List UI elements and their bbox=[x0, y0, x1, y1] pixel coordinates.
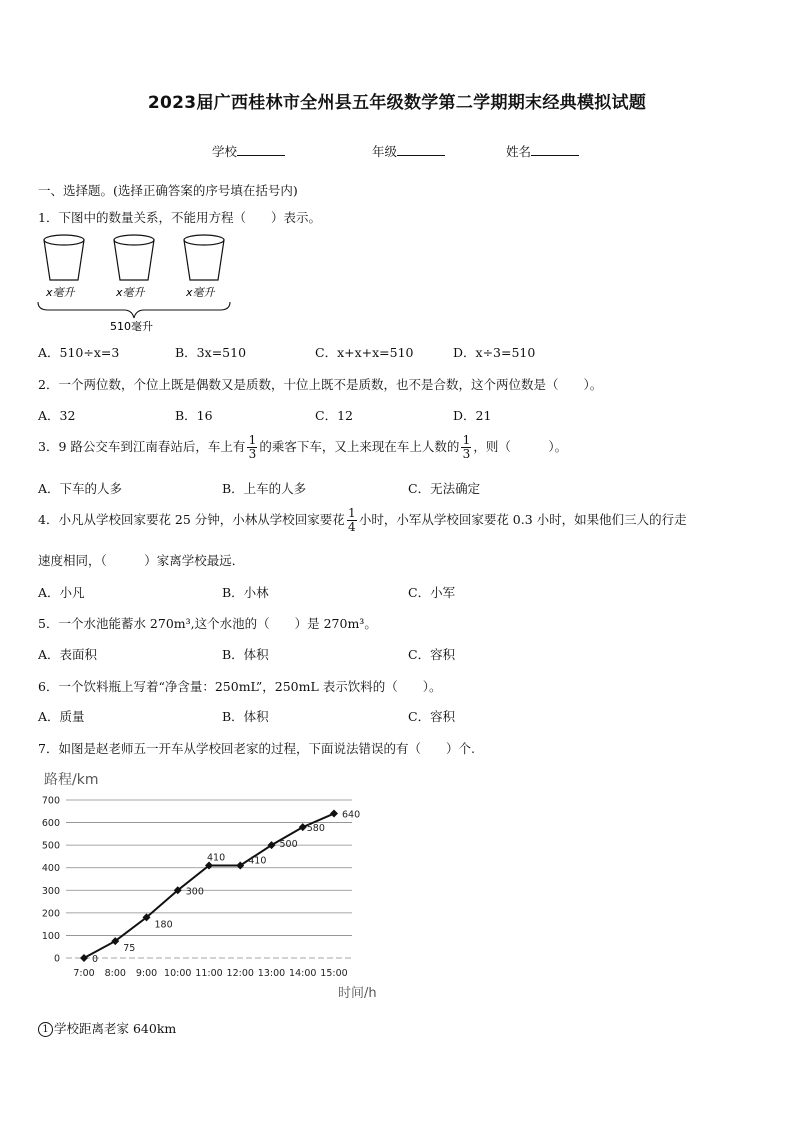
cup-label-3: x毫升 bbox=[186, 286, 215, 299]
data-label: 0 bbox=[92, 954, 99, 965]
q6-option-b[interactable]: B．体积 bbox=[222, 709, 269, 724]
grade-blank[interactable] bbox=[397, 143, 445, 156]
y-tick-label: 300 bbox=[41, 885, 60, 897]
data-label: 180 bbox=[154, 919, 173, 931]
name-blank[interactable] bbox=[531, 143, 579, 156]
x-tick-label: 11:00 bbox=[195, 968, 223, 979]
cup-icon bbox=[114, 235, 154, 280]
data-label: 75 bbox=[123, 943, 136, 955]
q1-option-d[interactable]: D．x÷3=510 bbox=[453, 345, 536, 360]
data-point bbox=[330, 810, 338, 818]
q2-option-c[interactable]: C．12 bbox=[315, 408, 353, 423]
cup-label-1: x毫升 bbox=[46, 286, 75, 299]
data-label: 300 bbox=[185, 886, 204, 898]
x-tick-label: 14:00 bbox=[289, 968, 317, 979]
q5-option-a[interactable]: A．表面积 bbox=[38, 647, 98, 662]
data-point bbox=[299, 823, 307, 831]
question-1: 1．下图中的数量关系，不能用方程（ ）表示。 bbox=[38, 210, 321, 225]
y-tick-label: 400 bbox=[41, 863, 60, 875]
statement-1-text: 学校距离老家 640km bbox=[54, 1021, 177, 1036]
question-5: 5．一个水池能蓄水 270m³,这个水池的（ ）是 270m³。 bbox=[38, 616, 377, 631]
school-field bbox=[212, 142, 285, 160]
name-label: 姓名 bbox=[506, 144, 532, 159]
q2-option-b[interactable]: B．16 bbox=[175, 408, 213, 423]
q1-option-b[interactable]: B．3x=510 bbox=[175, 345, 247, 360]
frac-num: 1 bbox=[248, 433, 257, 447]
school-blank[interactable] bbox=[237, 143, 285, 156]
x-tick-label: 9:00 bbox=[135, 968, 158, 979]
question-4 bbox=[38, 507, 687, 534]
x-axis-label: 时间/h bbox=[338, 986, 377, 1001]
question-6: 6．一个饮料瓶上写着“净含量：250mL”，250mL 表示饮料的（ ）。 bbox=[38, 679, 442, 694]
cup-label-2: x毫升 bbox=[116, 286, 145, 299]
q4-option-b[interactable]: B．小林 bbox=[222, 585, 269, 600]
q3-option-b[interactable]: B．上车的人多 bbox=[222, 481, 307, 496]
q5-option-c[interactable]: C．容积 bbox=[408, 647, 456, 662]
x-tick-label: 10:00 bbox=[164, 968, 192, 979]
data-label: 640 bbox=[342, 809, 361, 821]
q6-option-c[interactable]: C．容积 bbox=[408, 709, 456, 724]
distance-time-chart bbox=[30, 762, 400, 1007]
q4-text-a: 4．小凡从学校回家要花 25 分钟，小林从学校回家要花 bbox=[38, 512, 345, 527]
x-tick-label: 7:00 bbox=[73, 968, 95, 979]
q1-option-a[interactable]: A．510÷x=3 bbox=[38, 345, 120, 360]
frac-den: 4 bbox=[347, 520, 356, 534]
frac-den: 3 bbox=[248, 447, 257, 461]
q4-text-b: 小时，小军从学校回家要花 0.3 小时，如果他们三人的行走 bbox=[358, 512, 687, 527]
y-tick-label: 0 bbox=[53, 953, 60, 965]
y-axis-label: 路程/km bbox=[44, 772, 99, 788]
q4-option-c[interactable]: C．小军 bbox=[408, 585, 456, 600]
question-4-line2: 速度相同，（ ）家离学校最远． bbox=[38, 553, 245, 568]
fraction-one-quarter bbox=[347, 507, 357, 534]
q3-text-a: 3．9 路公交车到江南春站后，车上有 bbox=[38, 439, 246, 454]
data-point bbox=[80, 954, 88, 962]
cups-figure bbox=[34, 228, 234, 338]
data-label: 410 bbox=[207, 852, 226, 864]
statement-1 bbox=[38, 1019, 176, 1037]
y-tick-label: 700 bbox=[41, 795, 60, 807]
q1-option-c[interactable]: C．x+x+x=510 bbox=[315, 345, 414, 360]
x-tick-label: 13:00 bbox=[257, 968, 286, 979]
section-heading: 一、选择题。(选择正确答案的序号填在括号内) bbox=[38, 183, 298, 198]
x-tick-label: 15:00 bbox=[320, 968, 348, 979]
question-3 bbox=[38, 434, 567, 461]
q5-option-b[interactable]: B．体积 bbox=[222, 647, 269, 662]
frac-den: 3 bbox=[462, 447, 471, 461]
q2-option-a[interactable]: A．32 bbox=[38, 408, 76, 423]
page-title: 2023届广西桂林市全州县五年级数学第二学期期末经典模拟试题 bbox=[147, 93, 647, 113]
data-label: 410 bbox=[248, 855, 267, 867]
y-tick-label: 600 bbox=[41, 818, 60, 830]
name-field bbox=[506, 142, 579, 160]
question-7: 7．如图是赵老师五一开车从学校回老家的过程，下面说法错误的有（ ）个. bbox=[38, 741, 475, 756]
total-label: 510毫升 bbox=[110, 320, 153, 333]
frac-num: 1 bbox=[347, 506, 356, 520]
data-label: 580 bbox=[306, 823, 325, 835]
cup-icon bbox=[184, 235, 224, 280]
fraction-one-third bbox=[461, 434, 471, 461]
fraction-one-third bbox=[247, 434, 257, 461]
frac-num: 1 bbox=[462, 433, 471, 447]
q2-option-d[interactable]: D．21 bbox=[453, 408, 492, 423]
cup-icon bbox=[44, 235, 84, 280]
grade-field bbox=[372, 142, 445, 160]
q3-option-a[interactable]: A．下车的人多 bbox=[38, 481, 123, 496]
circled-number-icon: 1 bbox=[38, 1022, 53, 1037]
q3-text-c: ，则（ ）。 bbox=[473, 439, 568, 454]
data-label: 500 bbox=[279, 839, 298, 851]
x-tick-label: 8:00 bbox=[104, 968, 126, 979]
q3-option-c[interactable]: C．无法确定 bbox=[408, 481, 481, 496]
q6-option-a[interactable]: A．质量 bbox=[38, 709, 85, 724]
q4-option-a[interactable]: A．小凡 bbox=[38, 585, 85, 600]
y-tick-label: 200 bbox=[41, 908, 60, 920]
series-line bbox=[84, 814, 334, 958]
brace-icon bbox=[38, 302, 230, 318]
grade-label: 年级 bbox=[372, 144, 398, 159]
x-tick-label: 12:00 bbox=[226, 968, 254, 979]
school-label: 学校 bbox=[212, 144, 238, 159]
y-tick-label: 500 bbox=[41, 840, 60, 852]
question-2: 2．一个两位数，个位上既是偶数又是质数，十位上既不是质数，也不是合数，这个两位数是（ ）。 bbox=[38, 377, 603, 392]
y-tick-label: 100 bbox=[41, 930, 60, 942]
q3-text-b: 的乘客下车，又上来现在车上人数的 bbox=[259, 439, 460, 454]
